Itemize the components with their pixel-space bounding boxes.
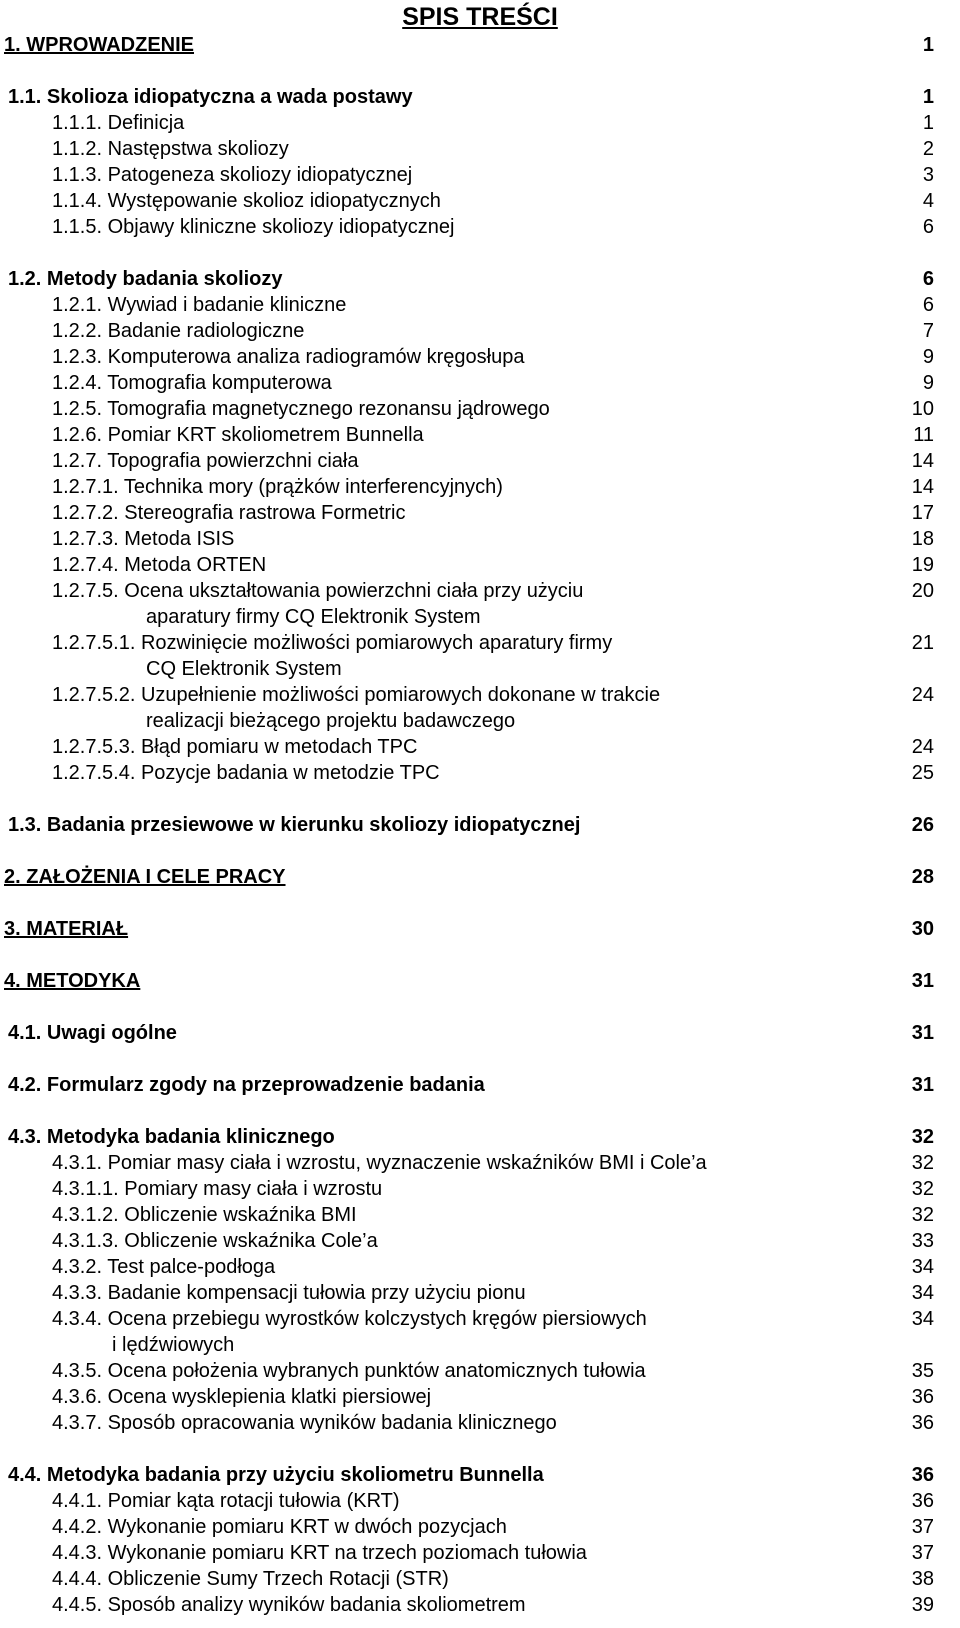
toc-entry-title: 1.2.7.1. Technika mory (prążków interferencyjnych) (52, 476, 503, 498)
toc-entry-title: 4.3.1.3. Obliczenie wskaźnika Cole’a (52, 1230, 378, 1252)
toc-entry-page: 17 (911, 502, 934, 524)
toc-entry (0, 370, 960, 396)
toc-entry-title: 4.3.4. Ocena przebiegu wyrostków kolczystych kręgów piersiowych (52, 1308, 647, 1330)
toc-entry (0, 708, 960, 734)
toc-entry-page: 32 (911, 1204, 934, 1226)
toc-entry-page: 32 (911, 1178, 934, 1200)
toc-entry (0, 422, 960, 448)
toc-entry (0, 266, 960, 292)
toc-entry-title: 1.1.5. Objawy kliniczne skoliozy idiopatycznej (52, 216, 455, 238)
toc-entry-title: 1.2.4. Tomografia komputerowa (52, 372, 332, 394)
toc-entry-title: 1.1.1. Definicja (52, 112, 185, 134)
toc-entry-page: 36 (911, 1386, 934, 1408)
toc-entry-page: 6 (922, 268, 934, 290)
toc-entry-title: 4.4. Metodyka badania przy użyciu skoliometru Bunnella (8, 1464, 544, 1486)
toc-entry-title: 1.2.3. Komputerowa analiza radiogramów kręgosłupa (52, 346, 525, 368)
toc-entry-title: 4.3.5. Ocena położenia wybranych punktów anatomicznych tułowia (52, 1360, 646, 1382)
toc-entry-title: realizacji bieżącego projektu badawczego (146, 710, 516, 732)
toc-entry-page: 36 (911, 1464, 934, 1486)
toc-entry (0, 1566, 960, 1592)
page-title: SPIS TREŚCI (402, 3, 558, 31)
toc-entry-page: 9 (922, 346, 934, 368)
toc-entry-page: 6 (922, 294, 934, 316)
toc-entry-title: 4.4.4. Obliczenie Sumy Trzech Rotacji (STR) (52, 1568, 449, 1590)
toc-entry-page: 26 (911, 814, 934, 836)
toc-entry-title: i lędźwiowych (112, 1334, 235, 1356)
toc-entry-title: 2. ZAŁOŻENIA I CELE PRACY (4, 866, 286, 888)
toc-entry-title: 1.2.7. Topografia powierzchni ciała (52, 450, 359, 472)
toc-entry (0, 84, 960, 110)
toc-entry-page: 3 (922, 164, 934, 186)
toc-entry (0, 1280, 960, 1306)
toc-entry (0, 1306, 960, 1332)
toc-entry-title: 1.2.2. Badanie radiologiczne (52, 320, 305, 342)
toc-entry-page: 31 (911, 1074, 934, 1096)
toc-entry-title: 4.3.1. Pomiar masy ciała i wzrostu, wyznaczenie wskaźników BMI i Cole’a (52, 1152, 707, 1174)
toc-entry (0, 734, 960, 760)
toc-entry-title: 1.2.7.4. Metoda ORTEN (52, 554, 267, 576)
toc-entry-title: 1.2.5. Tomografia magnetycznego rezonansu jądrowego (52, 398, 550, 420)
toc-entry-page: 32 (911, 1126, 934, 1148)
toc-entry (0, 1176, 960, 1202)
toc-entry (0, 864, 960, 890)
toc-entry-page: 1 (922, 112, 934, 134)
toc-entry-page: 10 (911, 398, 934, 420)
toc-entry-page: 21 (911, 632, 934, 654)
toc-entry-page: 34 (911, 1282, 934, 1304)
toc-entry-page: 31 (911, 970, 934, 992)
toc-entry-title: 4.3.1.2. Obliczenie wskaźnika BMI (52, 1204, 357, 1226)
toc-entry-title: 3. MATERIAŁ (4, 918, 129, 940)
toc-entry (0, 214, 960, 240)
toc-entry-page: 9 (922, 372, 934, 394)
toc-entry-title: 1.2. Metody badania skoliozy (8, 268, 283, 290)
toc-entry (0, 1540, 960, 1566)
toc-entry-page: 24 (911, 684, 934, 706)
toc-entry-page: 7 (922, 320, 934, 342)
toc-entry-page: 19 (911, 554, 934, 576)
toc-entry-title: 1.2.1. Wywiad i badanie kliniczne (52, 294, 347, 316)
toc-entry (0, 1150, 960, 1176)
toc-entry (0, 1462, 960, 1488)
toc-entry-page: 18 (911, 528, 934, 550)
toc-entry-title: 1.1.2. Następstwa skoliozy (52, 138, 289, 160)
toc-entry-title: 4.2. Formularz zgody na przeprowadzenie badania (8, 1074, 485, 1096)
toc-entry-title: 1.1.4. Występowanie skolioz idiopatycznych (52, 190, 441, 212)
toc-entry-page: 14 (911, 476, 934, 498)
toc-entry-page: 38 (911, 1568, 934, 1590)
toc-entry (0, 552, 960, 578)
toc-entry-title: 1.1.3. Patogeneza skoliozy idiopatycznej (52, 164, 413, 186)
toc-entry-title: 4.4.1. Pomiar kąta rotacji tułowia (KRT) (52, 1490, 400, 1512)
toc-entry-page: 2 (922, 138, 934, 160)
toc-entry-page: 1 (922, 86, 934, 108)
toc-entry-title: 4.3.3. Badanie kompensacji tułowia przy użyciu pionu (52, 1282, 526, 1304)
toc-entry-title: 1.3. Badania przesiewowe w kierunku skoliozy idiopatycznej (8, 814, 581, 836)
toc-entry-title: 4.4.5. Sposób analizy wyników badania skoliometrem (52, 1594, 526, 1616)
toc-entry-page: 30 (911, 918, 934, 940)
toc-entry-page: 34 (911, 1256, 934, 1278)
toc-entry (0, 916, 960, 942)
toc-entry-page: 34 (911, 1308, 934, 1330)
toc-entry-page: 36 (911, 1490, 934, 1512)
toc-entry (0, 292, 960, 318)
toc-entry (0, 1254, 960, 1280)
toc-entry (0, 1410, 960, 1436)
toc-entry-title: 1.2.7.5.4. Pozycje badania w metodzie TPC (52, 762, 440, 784)
toc-entry-page: 11 (913, 424, 934, 446)
toc-entry (0, 526, 960, 552)
toc-entry-title: 4.4.3. Wykonanie pomiaru KRT na trzech poziomach tułowia (52, 1542, 587, 1564)
toc-entry (0, 136, 960, 162)
toc-entry (0, 578, 960, 604)
toc-entry-title: aparatury firmy CQ Elektronik System (146, 606, 481, 628)
toc-entry-page: 6 (922, 216, 934, 238)
toc-entry (0, 396, 960, 422)
toc-entry (0, 604, 960, 630)
toc-entry (0, 682, 960, 708)
toc-entry-title: 4.1. Uwagi ogólne (8, 1022, 177, 1044)
toc-entry (0, 1202, 960, 1228)
toc-entry (0, 1072, 960, 1098)
toc-entry (0, 318, 960, 344)
toc-entry (0, 32, 960, 58)
toc-entry (0, 474, 960, 500)
toc-entry-page: 25 (911, 762, 934, 784)
toc-entry-title: 4. METODYKA (4, 970, 141, 992)
toc-entry-title: 4.3.6. Ocena wysklepienia klatki piersiowej (52, 1386, 432, 1408)
toc-entry (0, 344, 960, 370)
toc-entry-title: 1. WPROWADZENIE (4, 34, 195, 56)
toc-entry (0, 448, 960, 474)
toc-entry-title: 4.3.2. Test palce-podłoga (52, 1256, 276, 1278)
toc-entry-page: 4 (922, 190, 934, 212)
toc-entry-title: 1.1. Skolioza idiopatyczna a wada postawy (8, 86, 413, 108)
toc-entry-title: 1.2.7.5.2. Uzupełnienie możliwości pomiarowych dokonane w trakcie (52, 684, 661, 706)
toc-entry (0, 656, 960, 682)
toc-entry-page: 33 (911, 1230, 934, 1252)
toc-entry-page: 20 (911, 580, 934, 602)
toc-entry-page: 14 (911, 450, 934, 472)
toc-entry-title: 1.2.6. Pomiar KRT skoliometrem Bunnella (52, 424, 424, 446)
toc-entry-title: 1.2.7.5.3. Błąd pomiaru w metodach TPC (52, 736, 418, 758)
toc-entry (0, 188, 960, 214)
toc-entry (0, 968, 960, 994)
toc-entry (0, 1124, 960, 1150)
toc-entry-page: 1 (922, 34, 934, 56)
toc-entry-page: 32 (911, 1152, 934, 1174)
toc-entry-page: 31 (911, 1022, 934, 1044)
toc-entry (0, 1020, 960, 1046)
toc-entry (0, 1384, 960, 1410)
toc-entry (0, 110, 960, 136)
toc-entry-title: 4.3.1.1. Pomiary masy ciała i wzrostu (52, 1178, 383, 1200)
toc-entry (0, 162, 960, 188)
toc-entry (0, 1488, 960, 1514)
toc-entry-title: CQ Elektronik System (146, 658, 342, 680)
toc-entry (0, 630, 960, 656)
toc-entry-title: 1.2.7.3. Metoda ISIS (52, 528, 235, 550)
toc-entry (0, 1358, 960, 1384)
toc-entry (0, 1228, 960, 1254)
toc-entry-page: 37 (911, 1542, 934, 1564)
toc-entry-page: 28 (911, 866, 934, 888)
toc-entry-page: 37 (911, 1516, 934, 1538)
toc-entry (0, 1332, 960, 1358)
toc-entry-page: 39 (911, 1594, 934, 1616)
toc-entry-page: 36 (911, 1412, 934, 1434)
toc-entry (0, 1514, 960, 1540)
toc-entry-page: 35 (911, 1360, 934, 1382)
toc-entry-title: 4.3.7. Sposób opracowania wyników badania klinicznego (52, 1412, 557, 1434)
toc-entry-title: 1.2.7.5. Ocena ukształtowania powierzchni ciała przy użyciu (52, 580, 584, 602)
toc-entry-title: 4.3. Metodyka badania klinicznego (8, 1126, 335, 1148)
toc-entry-title: 4.4.2. Wykonanie pomiaru KRT w dwóch pozycjach (52, 1516, 507, 1538)
toc-entry (0, 1592, 960, 1618)
toc-entry-title: 1.2.7.5.1. Rozwinięcie możliwości pomiarowych aparatury firmy (52, 632, 613, 654)
toc-entry (0, 500, 960, 526)
toc-entry (0, 812, 960, 838)
toc-entry (0, 760, 960, 786)
toc-entry-title: 1.2.7.2. Stereografia rastrowa Formetric (52, 502, 406, 524)
toc-entry-page: 24 (911, 736, 934, 758)
